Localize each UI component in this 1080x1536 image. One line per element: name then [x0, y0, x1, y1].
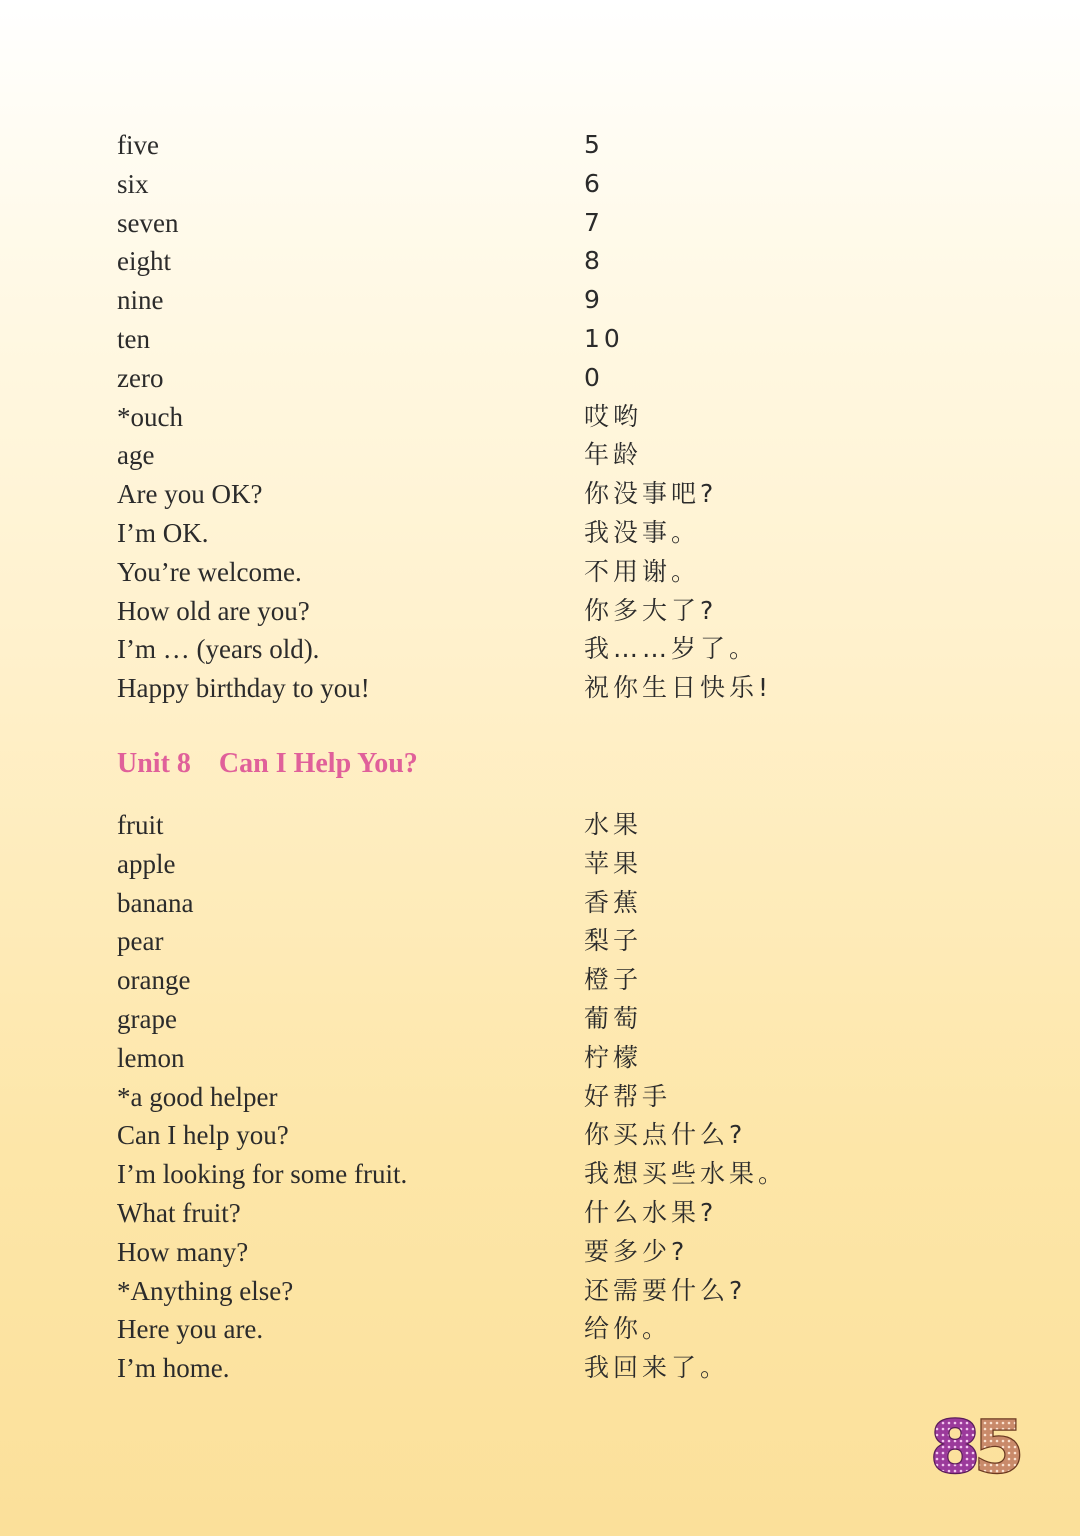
english-term: You’re welcome. [117, 556, 302, 587]
unit-heading [117, 748, 418, 780]
english-term: What fruit? [117, 1197, 241, 1228]
word-row [117, 845, 917, 884]
chinese-meaning: 苹果 [584, 848, 643, 878]
chinese-meaning: 8 [584, 246, 604, 276]
english-term: eight [117, 246, 171, 277]
chinese-meaning: 10 [584, 323, 624, 353]
english-term: age [117, 440, 155, 471]
chinese-meaning: 梨子 [584, 926, 643, 956]
english-term: banana [117, 887, 194, 918]
chinese-meaning: 橙子 [584, 965, 643, 995]
word-row [117, 806, 917, 845]
chinese-meaning: 5 [584, 130, 604, 159]
english-term: lemon [117, 1042, 185, 1073]
english-term: apple [117, 848, 176, 879]
word-row [117, 1310, 917, 1349]
chinese-meaning: 9 [584, 285, 604, 315]
english-term: I’m looking for some fruit. [117, 1159, 408, 1190]
word-row [117, 1000, 917, 1039]
english-term: How old are you? [117, 595, 310, 626]
english-term: fruit [117, 810, 164, 840]
chinese-meaning: 哎哟 [584, 401, 643, 431]
chinese-meaning: 我……岁了。 [584, 634, 759, 664]
unit7-word-list [117, 126, 917, 708]
word-row [117, 1272, 917, 1311]
english-term: I’m OK. [117, 517, 209, 548]
word-row [117, 242, 917, 281]
english-term: Can I help you? [117, 1120, 289, 1151]
chinese-meaning: 柠檬 [584, 1042, 643, 1072]
word-row [117, 592, 917, 631]
chinese-meaning: 我回来了。 [584, 1353, 730, 1383]
chinese-meaning: 我想买些水果。 [584, 1159, 788, 1189]
word-row [117, 630, 917, 669]
unit-title: Can I Help You? [218, 748, 418, 779]
chinese-meaning: 你没事吧? [584, 479, 718, 509]
word-row [117, 204, 917, 243]
english-term: nine [117, 285, 164, 316]
word-row [117, 1155, 917, 1194]
unit8-word-list [117, 806, 917, 1388]
english-term: Here you are. [117, 1314, 264, 1345]
word-row [117, 553, 917, 592]
page-number [928, 1402, 1028, 1482]
english-term: seven [117, 207, 179, 238]
page-number-digit-1: 8 [930, 1405, 981, 1482]
chinese-meaning: 好帮手 [584, 1081, 672, 1111]
word-row [117, 1078, 917, 1117]
chinese-meaning: 要多少? [584, 1236, 689, 1266]
english-term: I’m … (years old). [117, 634, 320, 665]
word-row [117, 475, 917, 514]
chinese-meaning: 水果 [584, 810, 643, 839]
chinese-meaning: 什么水果? [584, 1197, 718, 1227]
english-term: six [117, 168, 149, 199]
chinese-meaning: 还需要什么? [584, 1275, 747, 1305]
english-term: Happy birthday to you! [117, 673, 370, 704]
english-term: ten [117, 323, 150, 354]
english-term: *Anything else? [117, 1275, 294, 1306]
word-row [117, 436, 917, 475]
word-row [117, 961, 917, 1000]
english-term: orange [117, 965, 191, 996]
chinese-meaning: 香蕉 [584, 887, 643, 917]
chinese-meaning: 6 [584, 168, 604, 198]
word-row [117, 514, 917, 553]
chinese-meaning: 年龄 [584, 440, 643, 470]
chinese-meaning: 我没事。 [584, 517, 701, 547]
word-row [117, 398, 917, 437]
english-term: five [117, 130, 159, 160]
english-term: zero [117, 362, 164, 393]
word-row [117, 1349, 917, 1388]
word-row [117, 1233, 917, 1272]
chinese-meaning: 你买点什么? [584, 1120, 747, 1150]
word-row [117, 1039, 917, 1078]
english-term: *ouch [117, 401, 183, 432]
word-row [117, 922, 917, 961]
english-term: Are you OK? [117, 479, 263, 510]
chinese-meaning: 7 [584, 207, 604, 237]
chinese-meaning: 祝你生日快乐! [584, 673, 773, 703]
word-row [117, 320, 917, 359]
page-number-digit-2: 5 [974, 1405, 1025, 1482]
english-term: pear [117, 926, 164, 957]
word-row [117, 884, 917, 923]
chinese-meaning: 给你。 [584, 1314, 672, 1344]
chinese-meaning: 葡萄 [584, 1003, 643, 1033]
word-row [117, 1194, 917, 1233]
english-term: *a good helper [117, 1081, 278, 1112]
unit-number: Unit 8 [117, 748, 191, 779]
word-row [117, 359, 917, 398]
word-row [117, 669, 917, 708]
word-row [117, 165, 917, 204]
english-term: grape [117, 1003, 177, 1034]
word-row [117, 281, 917, 320]
word-row [117, 1116, 917, 1155]
word-row [117, 126, 917, 165]
chinese-meaning: 你多大了? [584, 595, 718, 625]
english-term: How many? [117, 1236, 249, 1267]
chinese-meaning: 0 [584, 362, 604, 392]
chinese-meaning: 不用谢。 [584, 556, 701, 586]
english-term: I’m home. [117, 1353, 230, 1384]
